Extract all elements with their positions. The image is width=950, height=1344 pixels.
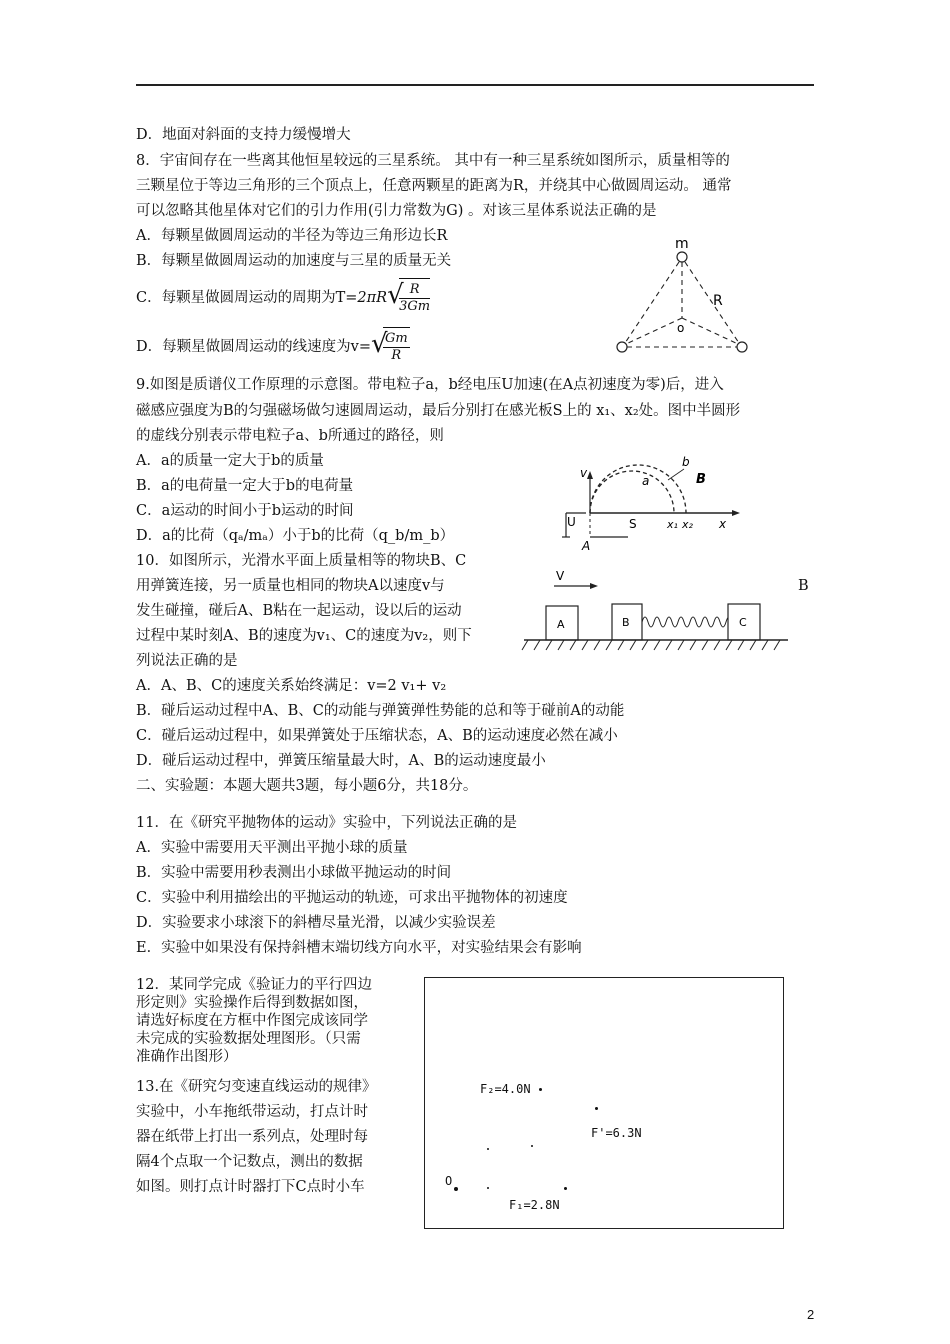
q9-option-b: B．a的电荷量一定大于b的电荷量 <box>136 478 354 494</box>
q8-option-b: B．每颗星做圆周运动的加速度与三星的质量无关 <box>136 253 452 269</box>
q10-stem-2: 用弹簧连接，另一质量也相同的物块A以速度v与 <box>136 578 445 594</box>
period-numerator: R <box>399 282 430 299</box>
dot-mid-2 <box>531 1145 533 1147</box>
q10-stem-3: 发生碰撞，碰后A、B粘在一起运动，设以后的运动 <box>136 603 462 619</box>
three-star-diagram <box>605 232 765 362</box>
q9-option-a: A．a的质量一定大于b的质量 <box>136 453 324 469</box>
q12-line-3: 请选好标度在方框中作图完成该同学 <box>136 1013 368 1029</box>
q10-option-b: B．碰后运动过程中A、B、C的动能与弹簧弹性势能的总和等于碰前A的动能 <box>136 703 625 719</box>
velocity-denominator: R <box>391 347 402 363</box>
q10-option-c: C．碰后运动过程中，如果弹簧处于压缩状态，A、B的运动速度必然在减小 <box>136 728 618 744</box>
period-coefficient: 2πR <box>357 290 388 306</box>
block-C-label: C <box>739 616 747 629</box>
q8-stem-2: 三颗星位于等边三角形的三个顶点上，任意两颗星的距离为R，并绕其中心做圆周运动。 通常 <box>136 178 732 194</box>
spring <box>642 617 738 627</box>
label-x1: x₁ <box>667 518 678 531</box>
q11-option-b: B．实验中需要用秒表测出小球做平抛运动的时间 <box>136 865 452 881</box>
label-v: v <box>580 466 588 480</box>
label-x-axis: x <box>719 517 727 531</box>
sqrt-symbol: √ <box>387 280 404 310</box>
label-S: S <box>629 517 637 531</box>
velocity-numerator: Gm <box>384 330 408 346</box>
block-B-label: B <box>622 616 630 629</box>
q8-stem-3: 可以忽略其他星体对它们的引力作用(引力常数为G) 。对该三星体系说法正确的是 <box>136 203 657 219</box>
dot-F2 <box>539 1088 542 1091</box>
label-V: V <box>556 569 565 583</box>
q8-option-c-text: C．每颗星做圆周运动的周期为T= <box>136 290 358 306</box>
section-2-heading: 二、实验题：本题大题共3题，每小题6分，共18分。 <box>136 778 478 794</box>
mass-spectrometer-diagram <box>556 455 746 555</box>
q12-line-2: 形定则》实验操作后得到数据如图， <box>136 995 368 1011</box>
q13-line-3: 器在纸带上打出一系列点，处理时每 <box>136 1129 368 1145</box>
q13-line-4: 隔4个点取一个记数点，测出的数据 <box>136 1154 363 1170</box>
label-F1: F₁=2.8N <box>509 1198 560 1212</box>
dot-origin <box>454 1187 458 1191</box>
q10-stem-1: 10．如图所示，光滑水平面上质量相等的物块B、C <box>136 553 467 569</box>
line-d-option: D．地面对斜面的支持力缓慢增大 <box>136 127 351 143</box>
q12-line-4: 未完成的实验数据处理图形。（只需 <box>136 1031 361 1047</box>
q11-option-e: E．实验中如果没有保持斜槽末端切线方向水平，对实验结果会有影响 <box>136 940 582 956</box>
q12-line-1: 12．某同学完成《验证力的平行四边 <box>136 977 372 993</box>
force-drawing-box[interactable] <box>424 977 784 1229</box>
velocity-sqrt <box>371 327 410 367</box>
label-origin: O <box>445 1174 453 1188</box>
q11-option-c: C．实验中利用描绘出的平抛运动的轨迹，可求出平抛物体的初速度 <box>136 890 568 906</box>
q11-option-d: D．实验要求小球滚下的斜槽尽量光滑，以减少实验误差 <box>136 915 496 931</box>
q8-stem-1: 8．宇宙间存在一些离其他恒星较远的三星系统。 其中有一种三星系统如图所示，质量相等的 <box>136 153 730 169</box>
label-m: m <box>675 236 689 252</box>
q9-stem-2: 磁感应强度为B的匀强磁场做匀速圆周运动，最后分别打在感光板S上的 x₁、x₂处。图中半圆形 <box>136 403 741 419</box>
star-left <box>617 342 627 352</box>
dot-F1 <box>564 1187 567 1190</box>
q10-stem-4: 过程中某时刻A、B的速度为v₁、C的速度为v₂，则下 <box>136 628 472 644</box>
q9-stem-3: 的虚线分别表示带电粒子a、b所通过的路径，则 <box>136 428 444 444</box>
dot-Fprime <box>595 1107 598 1110</box>
label-B-field: B <box>696 472 706 487</box>
label-F2: F₂=4.0N <box>480 1082 531 1096</box>
sqrt-symbol: √ <box>370 329 388 359</box>
blocks-spring-diagram <box>520 566 792 662</box>
header-rule <box>136 84 814 86</box>
label-R: R <box>713 293 723 309</box>
q10-option-a: A．A、B、C的速度关系始终满足：v=2 v₁+ v₂ <box>136 678 447 694</box>
dot-mid-3 <box>487 1187 489 1189</box>
dot-mid-1 <box>487 1148 489 1150</box>
star-top <box>677 252 687 262</box>
label-x2: x₂ <box>682 518 693 531</box>
q8-option-a: A．每颗星做圆周运动的半径为等边三角形边长R <box>136 228 448 244</box>
q12-line-5: 准确作出图形） <box>136 1049 238 1065</box>
star-right <box>737 342 747 352</box>
period-denominator: 3Gm <box>399 298 431 314</box>
q8-option-d <box>136 327 410 367</box>
label-A-point: A <box>582 539 591 553</box>
label-U: U <box>567 515 576 529</box>
q8-option-d-text: D．每颗星做圆周运动的线速度为v= <box>136 339 371 355</box>
q13-line-5: 如图。则打点计时器打下C点时小车 <box>136 1179 365 1195</box>
q10-side-B: B <box>798 578 809 594</box>
label-Fprime: F'=6.3N <box>591 1126 642 1140</box>
q8-option-c <box>136 278 430 318</box>
page-number: 2 <box>807 1307 815 1322</box>
q9-option-c: C．a运动的时间小于b运动的时间 <box>136 503 354 519</box>
q13-line-2: 实验中，小车拖纸带运动，打点计时 <box>136 1104 368 1120</box>
q11-option-a: A．实验中需要用天平测出平抛小球的质量 <box>136 840 408 856</box>
q10-option-d: D．碰后运动过程中，弹簧压缩量最大时，A、B的运动速度最小 <box>136 753 546 769</box>
block-A-label: A <box>557 618 565 631</box>
q9-stem-1: 9.如图是质谱仪工作原理的示意图。带电粒子a，b经电压U加速(在A点初速度为零)后，进入 <box>136 377 724 393</box>
label-o: o <box>677 321 685 335</box>
period-sqrt <box>387 278 430 318</box>
label-a: a <box>642 474 650 488</box>
q9-option-d: D．a的比荷（qₐ/mₐ）小于b的比荷（q_b/m_b） <box>136 528 455 544</box>
q13-line-1: 13.在《研究匀变速直线运动的规律》 <box>136 1079 377 1095</box>
q10-stem-5: 列说法正确的是 <box>136 653 238 669</box>
q11-stem: 11．在《研究平抛物体的运动》实验中，下列说法正确的是 <box>136 815 517 831</box>
label-b: b <box>682 455 690 469</box>
